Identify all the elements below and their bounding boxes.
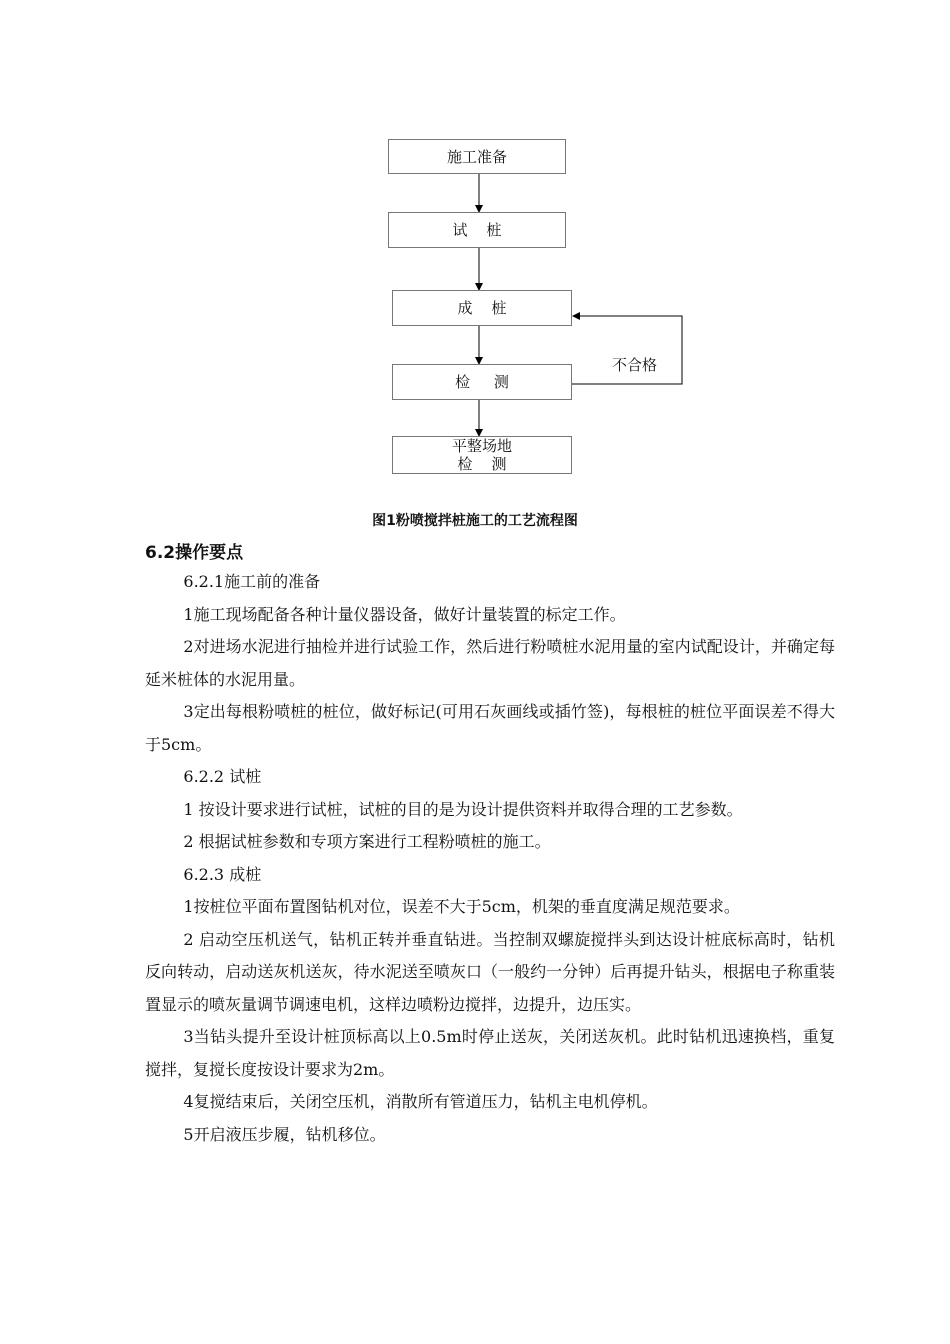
paragraph: 2 根据试桩参数和专项方案进行工程粉喷桩的施工。 [183, 832, 551, 851]
step-form-pile-label: 成 桩 [457, 299, 507, 317]
step-prepare [388, 139, 566, 174]
step-level-site [392, 436, 572, 474]
step-level-site-line2: 检 测 [457, 455, 507, 473]
figure-caption: 图1粉喷搅拌桩施工的工艺流程图 [372, 513, 578, 529]
paragraph: 2 启动空压机送气，钻机正转并垂直钻进。当控制双螺旋搅拌头到达设计桩底标高时，钻机反向转动，启动送灰机送灰，待水泥送至喷灰口（一般约一分钟）后再提升钻头，根据电子称重装置显示的喷灰量调节调速电机，这样边喷粉边搅拌，边提升，边压实。 [145, 929, 835, 1014]
section-title: 6.2操作要点 [145, 543, 244, 563]
paragraph: 3定出每根粉喷桩的桩位，做好标记(可用石灰画线或插竹签)，每根桩的桩位平面误差不得大于5cm。 [145, 702, 835, 754]
step-inspect [392, 364, 572, 400]
paragraph: 4复搅结束后，关闭空压机，消散所有管道压力，钻机主电机停机。 [183, 1092, 658, 1111]
step-level-site-line1: 平整场地 [451, 437, 512, 455]
process-flowchart [0, 0, 950, 500]
flowchart-connectors [0, 0, 950, 500]
fail-label: 不合格 [612, 356, 658, 374]
body-text [145, 566, 835, 1151]
paragraph: 5开启液压步履，钻机移位。 [183, 1124, 386, 1144]
step-form-pile [392, 290, 572, 326]
paragraph: 1按桩位平面布置图钻机对位，误差不大于5cm，机架的垂直度满足规范要求。 [183, 897, 740, 916]
subheading-form-pile: 6.2.3 成桩 [183, 864, 262, 884]
step-inspect-label: 检 测 [455, 373, 509, 391]
paragraph: 1施工现场配备各种计量仪器设备，做好计量装置的标定工作。 [183, 604, 626, 624]
step-test-pile-label: 试 桩 [452, 221, 502, 239]
step-prepare-label: 施工准备 [446, 147, 507, 166]
subheading-prep: 6.2.1施工前的准备 [183, 572, 321, 591]
subheading-test-pile: 6.2.2 试桩 [183, 767, 262, 786]
step-test-pile [388, 212, 566, 248]
paragraph: 2对进场水泥进行抽检并进行试验工作，然后进行粉喷桩水泥用量的室内试配设计，并确定每延米桩体的水泥用量。 [145, 637, 835, 689]
paragraph: 3当钻头提升至设计桩顶标高以上0.5m时停止送灰，关闭送灰机。此时钻机迅速换档，重复搅拌，复搅长度按设计要求为2m。 [145, 1027, 835, 1079]
paragraph: 1 按设计要求进行试桩，试桩的目的是为设计提供资料并取得合理的工艺参数。 [183, 799, 743, 819]
